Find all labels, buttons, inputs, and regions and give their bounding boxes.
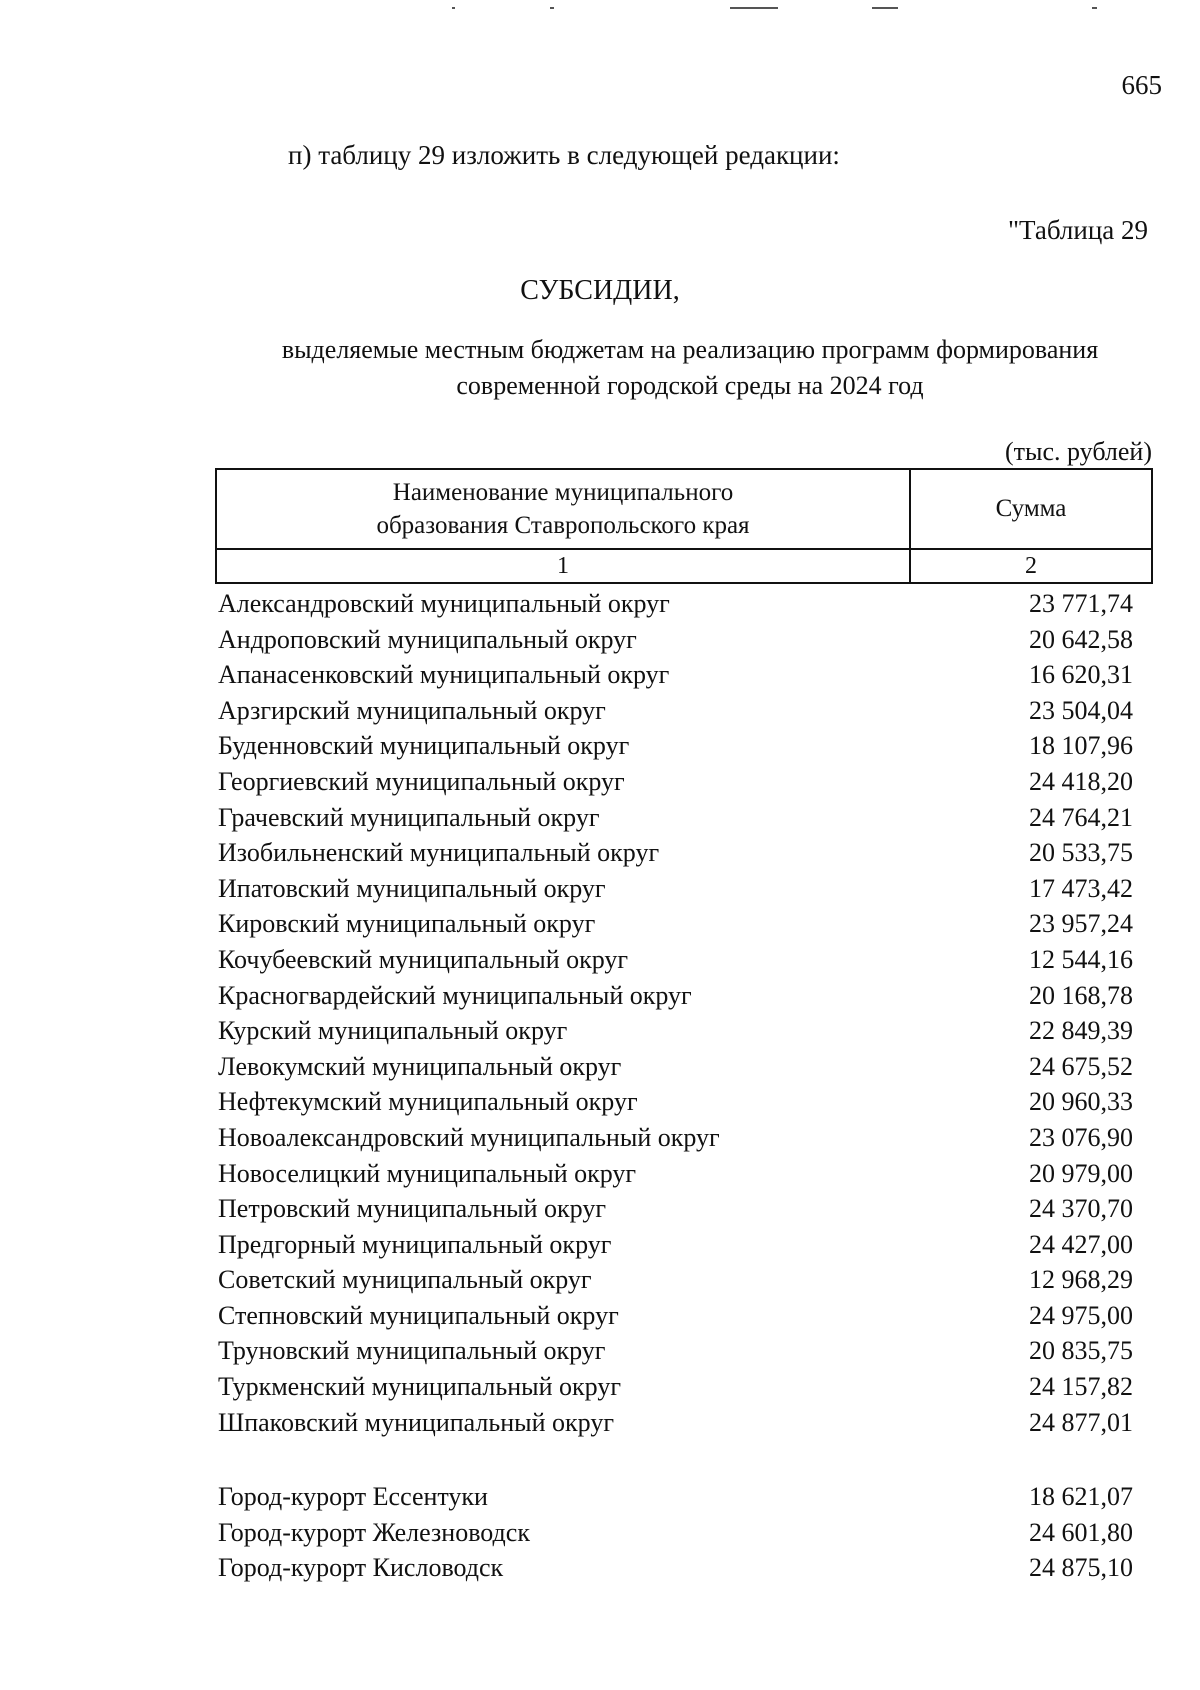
subtitle-line-2: современной городской среды на 2024 год	[456, 371, 924, 400]
row-amount: 17 473,42	[1029, 873, 1133, 903]
row-name: Предгорный муниципальный округ	[218, 1229, 612, 1259]
subtitle-line-1: выделяемые местным бюджетам на реализацию программ формирования	[281, 335, 1099, 364]
header-name-line-2: образования Ставропольского края	[376, 512, 750, 539]
table-row	[218, 906, 1133, 942]
table-row	[218, 1013, 1133, 1049]
row-amount: 18 107,96	[1029, 731, 1133, 761]
row-name: Левокумский муниципальный округ	[218, 1051, 622, 1081]
scan-artifact	[872, 7, 898, 9]
row-name: Новоселицкий муниципальный округ	[218, 1158, 637, 1188]
table-row	[218, 1405, 1133, 1441]
table-row	[218, 1298, 1133, 1334]
table-row	[218, 693, 1133, 729]
row-name: Город-курорт Ессентуки	[218, 1482, 488, 1511]
row-name: Советский муниципальный округ	[218, 1265, 592, 1295]
row-name: Буденновский муниципальный округ	[218, 731, 630, 761]
row-amount: 20 835,75	[1029, 1336, 1133, 1366]
table-row	[218, 835, 1133, 871]
table-row	[218, 1550, 1133, 1586]
table-row	[218, 871, 1133, 907]
table-row	[218, 1333, 1133, 1369]
cities-list	[218, 1479, 1133, 1586]
row-amount: 20 642,58	[1029, 624, 1133, 654]
row-amount: 24 418,20	[1029, 766, 1133, 796]
table-row	[218, 1479, 1133, 1515]
row-amount: 24 975,00	[1029, 1300, 1133, 1330]
row-name: Изобильненский муниципальный округ	[218, 838, 660, 868]
header-column-number-2: 2	[1025, 553, 1037, 579]
table-row	[218, 1369, 1133, 1405]
table-label: "Таблица 29	[1008, 215, 1148, 245]
table-row	[218, 1191, 1133, 1227]
row-amount: 23 771,74	[1029, 589, 1133, 618]
table-row	[218, 1120, 1133, 1156]
table-row	[218, 764, 1133, 800]
scan-artifact	[1092, 7, 1097, 9]
table-row	[218, 978, 1133, 1014]
row-amount: 24 875,10	[1029, 1553, 1133, 1583]
row-amount: 24 427,00	[1029, 1229, 1133, 1259]
row-amount: 20 979,00	[1029, 1158, 1133, 1188]
row-amount: 24 601,80	[1029, 1517, 1133, 1547]
document-title: СУБСИДИИ,	[520, 275, 680, 306]
table-row	[218, 657, 1133, 693]
header-name-cell	[217, 470, 911, 550]
intro-paragraph: п) таблицу 29 изложить в следующей редакции:	[288, 140, 840, 170]
row-name: Грачевский муниципальный округ	[218, 802, 600, 832]
row-amount: 22 849,39	[1029, 1016, 1133, 1046]
row-amount: 16 620,31	[1029, 660, 1133, 690]
row-name: Курский муниципальный округ	[218, 1016, 568, 1046]
row-name: Туркменский муниципальный округ	[218, 1372, 621, 1402]
row-name: Шпаковский муниципальный округ	[218, 1407, 614, 1437]
table-row	[218, 800, 1133, 836]
table-row	[218, 728, 1133, 764]
header-column-number-1: 1	[217, 550, 911, 582]
row-name: Петровский муниципальный округ	[218, 1194, 606, 1224]
row-name: Город-курорт Железноводск	[218, 1517, 530, 1547]
districts-list	[218, 586, 1133, 1440]
row-amount: 23 076,90	[1029, 1122, 1133, 1152]
row-amount: 12 968,29	[1029, 1265, 1133, 1295]
scan-artifact	[550, 7, 554, 9]
row-name: Александровский муниципальный округ	[218, 589, 670, 618]
table-row	[218, 1049, 1133, 1085]
row-amount: 20 533,75	[1029, 838, 1133, 868]
page-number: 665	[1121, 70, 1162, 100]
table-header	[215, 468, 1153, 584]
row-name: Арзгирский муниципальный округ	[218, 695, 606, 725]
scan-artifact	[452, 7, 455, 9]
units-label: (тыс. рублей)	[1004, 437, 1152, 466]
row-name: Андроповский муниципальный округ	[218, 624, 637, 654]
row-name: Георгиевский муниципальный округ	[218, 766, 625, 796]
document-subtitle	[240, 332, 1140, 404]
row-amount: 24 877,01	[1029, 1407, 1133, 1437]
row-name: Новоалександровский муниципальный округ	[218, 1122, 720, 1152]
scan-artifact	[730, 7, 778, 9]
row-amount: 24 370,70	[1029, 1194, 1133, 1224]
table-row	[218, 1515, 1133, 1551]
table-row	[218, 622, 1133, 658]
row-name: Красногвардейский муниципальный округ	[218, 980, 692, 1010]
table-row	[218, 586, 1133, 622]
table-row	[218, 942, 1133, 978]
row-amount: 23 504,04	[1029, 695, 1133, 725]
row-amount: 24 675,52	[1029, 1051, 1133, 1081]
row-amount: 24 157,82	[1029, 1372, 1133, 1402]
table-row	[218, 1227, 1133, 1263]
row-amount: 24 764,21	[1029, 802, 1133, 832]
row-amount: 12 544,16	[1029, 944, 1133, 974]
row-name: Ипатовский муниципальный округ	[218, 873, 606, 903]
table-row	[218, 1156, 1133, 1192]
row-name: Кочубеевский муниципальный округ	[218, 944, 629, 974]
table-row	[218, 1262, 1133, 1298]
row-amount: 20 960,33	[1029, 1087, 1133, 1117]
table-row	[218, 1084, 1133, 1120]
header-sum-cell: Сумма	[911, 470, 1151, 550]
header-name-line-1: Наименование муниципального	[392, 479, 734, 506]
row-amount: 23 957,24	[1029, 909, 1133, 939]
row-amount: 18 621,07	[1029, 1482, 1133, 1511]
row-name: Кировский муниципальный округ	[218, 909, 596, 939]
row-name: Труновский муниципальный округ	[218, 1336, 606, 1366]
row-name: Нефтекумский муниципальный округ	[218, 1087, 638, 1117]
row-name: Город-курорт Кисловодск	[218, 1553, 504, 1583]
row-name: Степновский муниципальный округ	[218, 1300, 619, 1330]
row-amount: 20 168,78	[1029, 980, 1133, 1010]
row-name: Апанасенковский муниципальный округ	[218, 660, 670, 690]
